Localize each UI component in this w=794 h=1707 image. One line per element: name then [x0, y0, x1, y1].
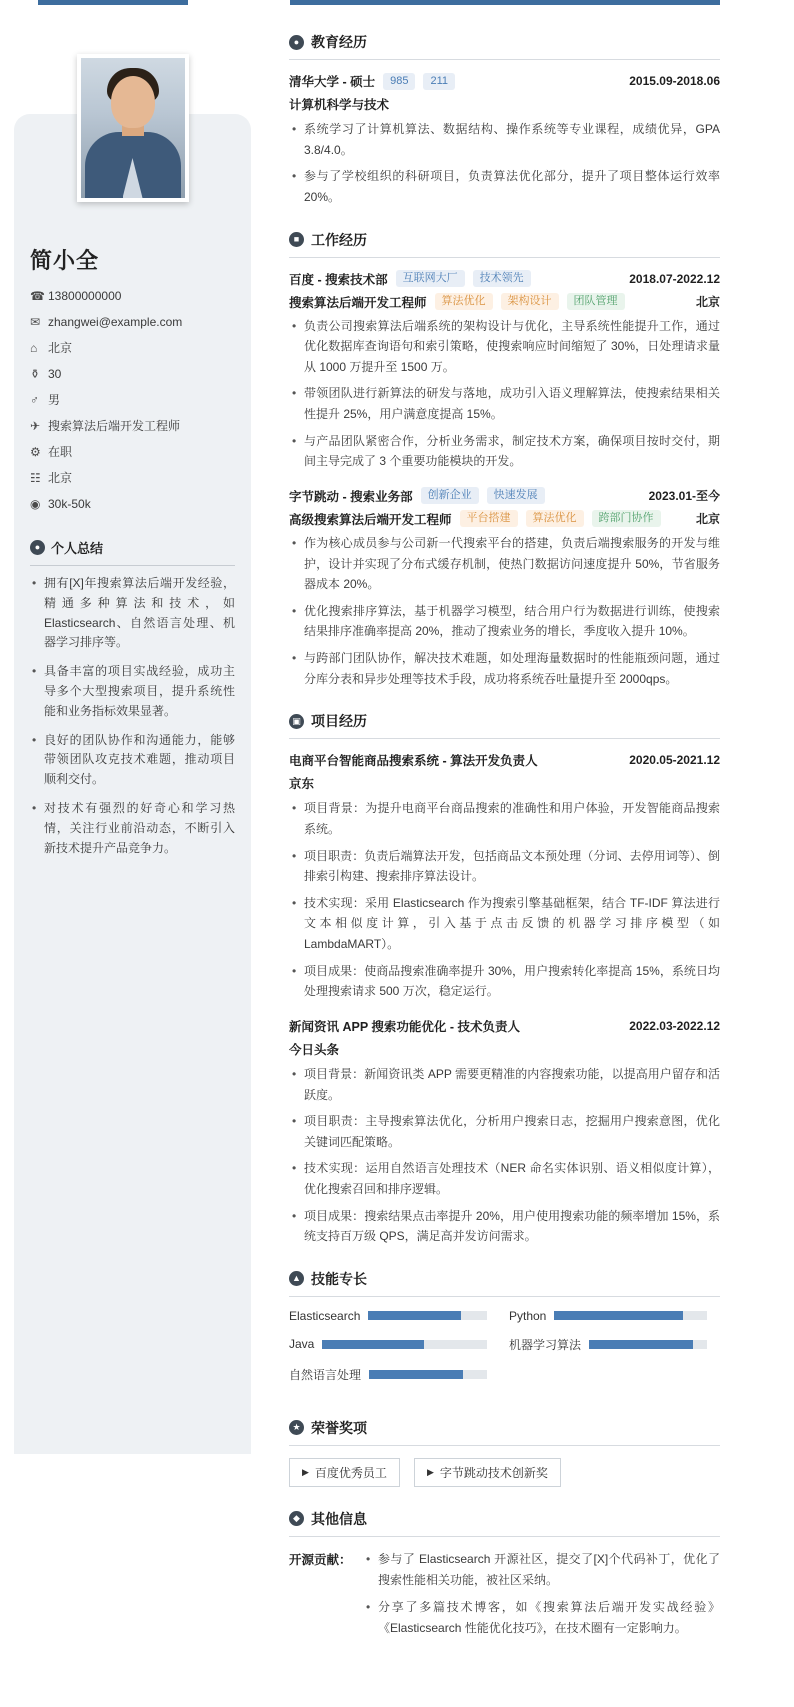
other-bullets [363, 1549, 720, 1639]
summary-divider [30, 565, 235, 566]
skill-item [509, 1309, 707, 1323]
skills-list [289, 1309, 720, 1396]
contact-job: 搜索算法后端开发工程师 [48, 419, 181, 433]
list-item: • 技术实现：采用 Elasticsearch 作为搜索引擎基础框架，结合 TF-IDF 算法进行文本相似度计算，引入基于点击反馈的机器学习排序模型（如 LambdaMART）。 [289, 893, 720, 955]
projects-title: 项目经历 [311, 713, 367, 730]
education-major: 计算机科学与技术 [289, 98, 390, 112]
person-icon: ● [30, 540, 45, 555]
skill-bar-fill [589, 1340, 693, 1349]
list-item: • 与产品团队紧密合作，分析业务需求，制定技术方案，确保项目按时交付，期间主导完成了 3 个重要功能模块的开发。 [289, 431, 720, 472]
contact-email: zhangwei@example.com [48, 315, 183, 329]
contact-item-salary [30, 497, 235, 512]
list-item: • 良好的团队协作和沟通能力，能够带领团队攻克技术难题，推动项目顺利交付。 [30, 731, 235, 790]
list-item: • 项目成果：搜索结果点击率提升 20%，用户使用搜索功能的频率增加 15%，系统支持百万级 QPS，满足高并发访问需求。 [289, 1206, 720, 1247]
awards-list [289, 1458, 720, 1487]
other-label: 开源贡献： [289, 1552, 352, 1567]
other-icon: ◆ [289, 1511, 304, 1526]
status-badge: 211 [423, 73, 455, 90]
list-item: • 项目成果：使商品搜索准确率提升 30%，用户搜索转化率提高 15%，系统日均处理搜索请求 500 万次，稳定运行。 [289, 961, 720, 1002]
status-badge: 算法优化 [526, 510, 584, 527]
location-icon: ☷ [30, 471, 41, 485]
skill-item [289, 1366, 487, 1383]
work-entry [289, 487, 720, 689]
section-awards [289, 1418, 720, 1487]
list-item: • 优化搜索排序算法，基于机器学习模型，结合用户行为数据进行训练，使搜索结果排序准确率提高 20%，推动了搜索业务的增长，季度收入提升 10%。 [289, 601, 720, 642]
summary-heading [30, 538, 235, 557]
home-icon: ⌂ [30, 341, 38, 355]
email-icon: ✉ [30, 315, 41, 329]
skill-label: Elasticsearch [289, 1308, 361, 1323]
gear-icon: ⚙ [30, 445, 41, 459]
work-title: 工作经历 [311, 231, 367, 248]
work-location: 北京 [695, 512, 720, 527]
main-content [265, 6, 794, 1707]
skill-label: Python [509, 1308, 547, 1323]
status-badge: 算法优化 [435, 293, 493, 310]
list-item: • 具备丰富的项目实战经验，成功主导多个大型搜索项目，提升系统性能和业务指标效果显著。 [30, 662, 235, 721]
list-item: • 技术实现：运用自然语言处理技术（NER 命名实体识别、语义相似度计算），优化搜索召回和排序逻辑。 [289, 1158, 720, 1199]
section-other [289, 1509, 720, 1646]
project-bullets [289, 798, 720, 1002]
awards-title: 荣誉奖项 [311, 1419, 367, 1436]
list-item: • 带领团队进行新算法的研发与落地，成功引入语义理解算法，使搜索结果相关性提升 25%，用户满意度提高 15%。 [289, 383, 720, 424]
project-entry [289, 751, 720, 1002]
list-item: • 作为核心成员参与公司新一代搜索平台的搭建，负责后端搜索服务的开发与维护，设计并实现了分布式缓存机制，使热门数据访问速度提升 50%，节省服务器成本 20%。 [289, 533, 720, 595]
age-icon: ⚱ [30, 367, 41, 381]
contact-home: 北京 [48, 341, 73, 355]
contact-status: 在职 [48, 445, 73, 459]
job-icon: ✈ [30, 419, 41, 433]
contact-phone: 13800000000 [48, 289, 122, 303]
job-title: 搜索算法后端开发工程师 [289, 295, 427, 310]
award-label: 百度优秀员工 [314, 1465, 387, 1480]
work-entry [289, 270, 720, 472]
briefcase-icon: ■ [289, 232, 304, 247]
skills-title: 技能专长 [311, 1270, 367, 1287]
list-item: • 项目背景：新闻资讯类 APP 需要更精准的内容搜索功能，以提高用户留存和活跃度。 [289, 1064, 720, 1105]
company-name: 百度 - 搜索技术部 [289, 272, 388, 287]
contact-item-location [30, 471, 235, 486]
project-name: 新闻资讯 APP 搜索功能优化 - 技术负责人 [289, 1019, 521, 1034]
section-skills [289, 1269, 720, 1396]
section-divider [289, 1296, 720, 1297]
sidebar [0, 6, 265, 897]
list-item: • 项目职责：负责后端算法开发，包括商品文本预处理（分词、去停用词等）、倒排索引构建、搜索排序算法设计。 [289, 846, 720, 887]
work-date: 2018.07-2022.12 [629, 271, 720, 286]
contact-list [30, 289, 235, 512]
status-badge: 架构设计 [501, 293, 559, 310]
project-bullets [289, 1064, 720, 1247]
section-projects [289, 711, 720, 1247]
summary-list [30, 574, 235, 858]
skill-bar-track [368, 1311, 487, 1320]
contact-item-gender [30, 393, 235, 408]
contact-item-phone [30, 289, 235, 304]
award-item [289, 1458, 400, 1487]
skill-item [289, 1309, 487, 1323]
list-item: • 拥有[X]年搜索算法后端开发经验，精通多种算法和技术，如 Elasticsearch、自然语言处理、机器学习排序等。 [30, 574, 235, 653]
contact-item-home [30, 341, 235, 356]
accent-bar-right [290, 0, 720, 5]
project-date: 2020.05-2021.12 [629, 753, 720, 768]
company-name: 字节跳动 - 搜索业务部 [289, 489, 413, 504]
status-badge: 快速发展 [487, 487, 545, 504]
triangle-icon: ▶ [302, 1466, 309, 1477]
skill-bar-fill [322, 1340, 424, 1349]
work-location: 北京 [695, 295, 720, 309]
work-bullets [289, 316, 720, 472]
project-entry [289, 1017, 720, 1247]
skill-bar-fill [369, 1370, 463, 1379]
list-item: • 项目职责：主导搜索算法优化，分析用户搜索日志，挖掘用户搜索意图，优化关键词匹配策略。 [289, 1111, 720, 1152]
job-title: 高级搜索算法后端开发工程师 [289, 512, 452, 527]
project-icon: ▣ [289, 714, 304, 729]
status-badge: 互联网大厂 [396, 270, 465, 287]
award-label: 字节跳动技术创新奖 [439, 1465, 548, 1480]
contact-salary: 30k-50k [48, 497, 91, 511]
contact-item-age [30, 367, 235, 382]
skill-label: Java [289, 1337, 315, 1352]
skill-bar-fill [554, 1311, 682, 1320]
status-badge: 平台搭建 [460, 510, 518, 527]
status-badge: 技术领先 [473, 270, 531, 287]
project-date: 2022.03-2022.12 [629, 1018, 720, 1033]
section-divider [289, 738, 720, 739]
contact-item-job [30, 419, 235, 434]
accent-bar-left [38, 0, 188, 5]
contact-item-email [30, 315, 235, 330]
list-item: • 对技术有强烈的好奇心和学习热情，关注行业前沿动态，不断引入新技术提升产品竞争力。 [30, 799, 235, 858]
skill-label: 自然语言处理 [289, 1367, 362, 1382]
other-title: 其他信息 [311, 1510, 367, 1527]
contact-gender: 男 [48, 393, 61, 407]
school-name: 清华大学 - 硕士 [289, 75, 376, 89]
gender-icon: ♂ [30, 393, 39, 407]
skill-icon: ▲ [289, 1271, 304, 1286]
education-title: 教育经历 [311, 34, 367, 50]
avatar [77, 54, 189, 202]
list-item: • 系统学习了计算机算法、数据结构、操作系统等专业课程，成绩优异，GPA 3.8/4.0。 [289, 119, 720, 160]
list-item: • 项目背景：为提升电商平台商品搜索的准确性和用户体验，开发智能商品搜索系统。 [289, 798, 720, 839]
contact-age: 30 [48, 367, 62, 381]
graduation-icon: ● [289, 35, 304, 50]
triangle-icon: ▶ [426, 1466, 434, 1477]
contact-location: 北京 [48, 471, 73, 485]
status-badge: 创新企业 [421, 487, 479, 504]
list-item: • 参与了 Elasticsearch 开源社区，提交了[X]个代码补丁，优化了搜索性能相关功能，被社区采纳。 [363, 1549, 720, 1590]
project-company: 今日头条 [289, 1042, 340, 1057]
section-divider [289, 257, 720, 258]
section-work [289, 230, 720, 690]
status-badge: 团队管理 [567, 293, 625, 310]
contact-item-status [30, 445, 235, 460]
skill-bar-track [369, 1370, 487, 1379]
project-name: 电商平台智能商品搜索系统 - 算法开发负责人 [289, 754, 538, 769]
skill-bar-fill [368, 1311, 461, 1320]
skill-item [509, 1336, 707, 1353]
list-item: • 负责公司搜索算法后端系统的架构设计与优化，主导系统性能提升工作，通过优化数据库查询语句和索引策略，使搜索响应时间缩短了 30%，日处理请求量从 1000 万提升至 1500 万。 [289, 316, 720, 378]
list-item: • 与跨部门团队协作，解决技术难题，如处理海量数据时的性能瓶颈问题，通过分库分表和异步处理等技术手段，成功将系统吞吐量提升至 2000qps。 [289, 648, 720, 689]
status-badge: 985 [383, 73, 415, 90]
section-divider [289, 1536, 720, 1537]
skill-bar-track [589, 1340, 707, 1349]
list-item: • 分享了多篇技术博客，如《搜索算法后端开发实战经验》《Elasticsearch 性能优化技巧》，在技术圈有一定影响力。 [363, 1597, 720, 1638]
project-company: 京东 [289, 777, 315, 792]
skill-bar-track [322, 1340, 487, 1349]
education-entry [289, 72, 720, 208]
education-bullets [289, 119, 720, 208]
award-icon: ★ [289, 1420, 304, 1435]
award-item [414, 1458, 561, 1487]
section-divider [289, 1445, 720, 1446]
work-bullets [289, 533, 720, 689]
list-item: • 参与了学校组织的科研项目，负责算法优化部分，提升了项目整体运行效率 20%。 [289, 166, 720, 207]
education-date: 2015.09-2018.06 [629, 74, 720, 88]
avatar-image [81, 58, 185, 198]
page-title: 简小全 [30, 248, 100, 273]
work-date: 2023.01-至今 [648, 489, 720, 504]
summary-title: 个人总结 [51, 541, 104, 556]
skill-item [289, 1336, 487, 1353]
section-education [289, 32, 720, 208]
phone-icon: ☎ [30, 289, 45, 303]
section-divider [289, 59, 720, 60]
skill-bar-track [554, 1311, 707, 1320]
salary-icon: ◉ [30, 497, 41, 511]
status-badge: 跨部门协作 [592, 510, 661, 527]
skill-label: 机器学习算法 [509, 1337, 582, 1352]
